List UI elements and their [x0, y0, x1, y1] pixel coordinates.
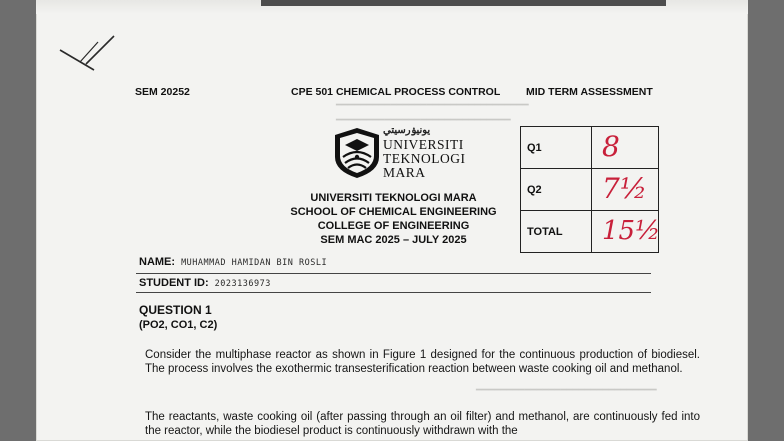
uitm-crest-icon	[333, 127, 381, 179]
bleed-through-text: ━━━━━━━━━━━━━━━━━━━━━━━━━━━━━━━━	[336, 100, 529, 111]
assessment-type: MID TERM ASSESSMENT	[526, 86, 653, 98]
logo-word-universiti: UNIVERSITI	[383, 137, 464, 152]
score-label: Q1	[521, 127, 592, 169]
score-row-q1	[521, 127, 659, 169]
logo-word-mara: MARA	[383, 165, 426, 180]
logo-jawi-text: يونيۏرسيتي	[383, 125, 431, 136]
question-outcomes: (PO2, CO1, C2)	[139, 319, 218, 331]
id-label: STUDENT ID:	[139, 277, 209, 289]
name-label: NAME:	[139, 256, 176, 268]
student-name-row	[139, 256, 327, 268]
handwritten-mark: 8	[602, 130, 620, 163]
question-title: QUESTION 1	[139, 303, 212, 317]
bleed-through-text: ━━━━━━━━━━━━━━━━━━━━━━━━━━━━━	[336, 115, 511, 126]
name-underline	[136, 273, 651, 274]
logo-word-teknologi: TEKNOLOGI	[383, 151, 466, 166]
pen-tick-mark-icon	[58, 22, 126, 74]
handwritten-mark: 15½	[602, 216, 661, 246]
bleed-through-text: ━━━━━━━━━━━━━━━━━━━━━━━━━━━━━━	[476, 385, 657, 396]
handwritten-mark: 7½	[602, 172, 647, 205]
score-label: TOTAL	[521, 211, 592, 253]
student-name-handwritten: MUHAMMAD HAMIDAN BIN ROSLI	[181, 258, 328, 268]
score-cell	[592, 211, 659, 253]
exam-paper	[36, 0, 748, 441]
score-table	[520, 126, 659, 253]
score-label: Q2	[521, 169, 592, 211]
school-name: SCHOOL OF CHEMICAL ENGINEERING	[290, 206, 497, 218]
university-name: UNIVERSITI TEKNOLOGI MARA	[310, 192, 477, 204]
score-cell	[592, 169, 659, 211]
college-name: COLLEGE OF ENGINEERING	[317, 220, 470, 232]
student-id-handwritten: 2023136973	[214, 279, 271, 289]
page-gap-shadow	[261, 0, 666, 6]
course-title: CPE 501 CHEMICAL PROCESS CONTROL	[291, 86, 501, 98]
score-row-q2	[521, 169, 659, 211]
score-cell	[592, 127, 659, 169]
question-paragraph-2: The reactants, waste cooking oil (after passing through an oil filter) and methanol, are continuously fed into the reactor, while the biodiesel product is continuously withdrawn with the	[145, 411, 700, 438]
score-row-total	[521, 211, 659, 253]
semester-period: SEM MAC 2025 – JULY 2025	[320, 234, 467, 246]
id-underline	[136, 292, 651, 293]
semester-code: SEM 20252	[135, 86, 190, 98]
question-paragraph-1: Consider the multiphase reactor as shown in Figure 1 designed for the continuous production of biodiesel. The process involves the exothermic transesterification reaction between waste cooking oil and methanol.	[145, 349, 700, 376]
student-id-row	[139, 277, 271, 289]
